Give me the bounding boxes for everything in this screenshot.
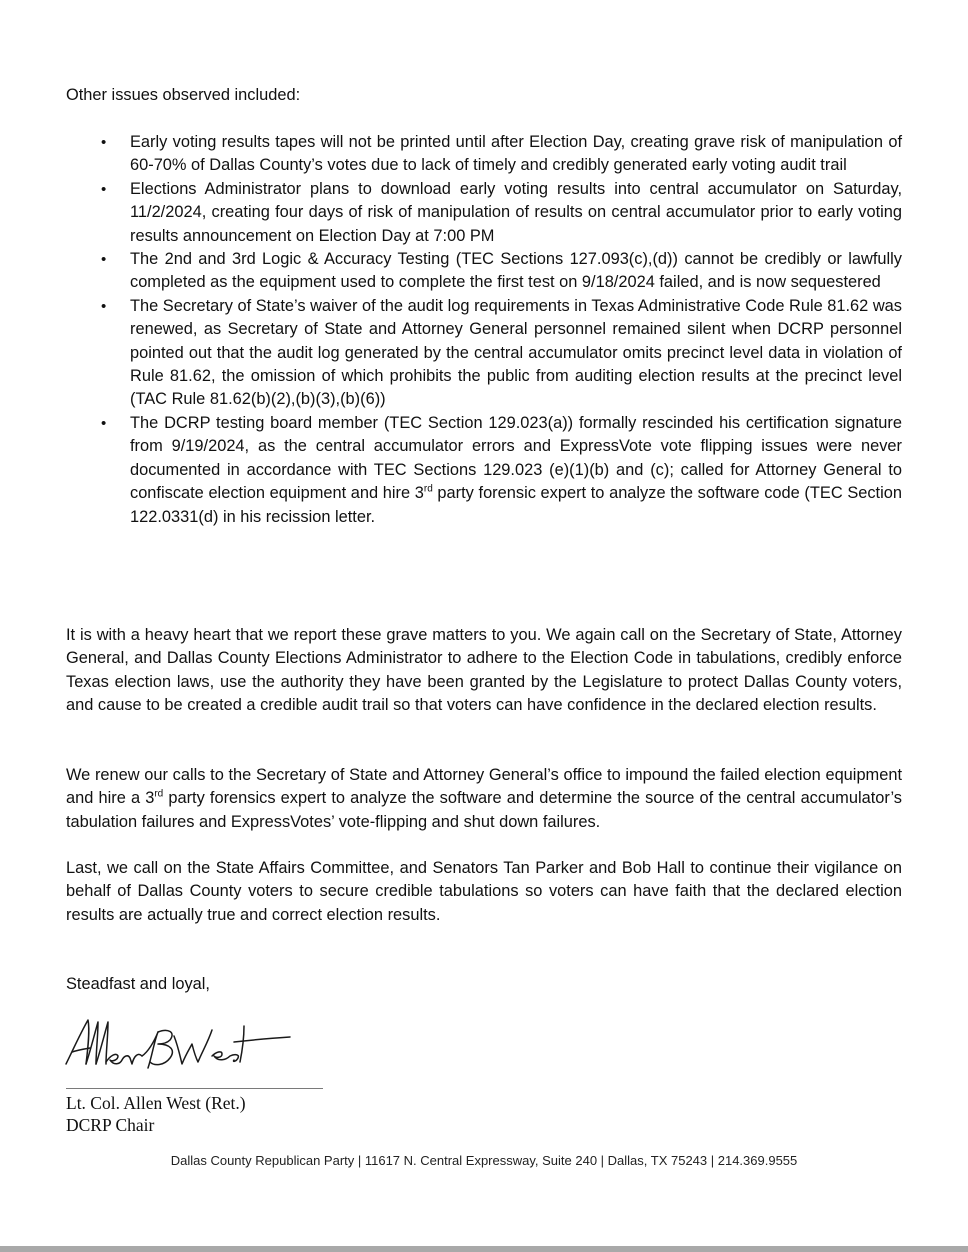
issue-text: The Secretary of State’s waiver of the audit log requirements in Texas Administrative Code Rule 81.62 was renewed, as Secretary of State and Attorney General personnel remained silent when DCRP personnel pointed out that the audit log generated by the central accumulator omits precinct level data in violation of Rule 81.62, the omission of which prohibits the public from auditing election results at the precinct level (TAC Rule 81.62(b)(2),(b)(3),(b)(6))	[130, 296, 902, 409]
intro-text: Other issues observed included:	[66, 86, 301, 104]
issue-text	[130, 414, 902, 526]
issue-text: Early voting results tapes will not be printed until after Election Day, creating grave risk of manipulation of 60-70% of Dallas County’s votes due to lack of timely and credibly generated early voting audit trail	[130, 133, 902, 175]
bullet-icon: •	[101, 180, 107, 198]
paragraph-heavy-heart: It is with a heavy heart that we report these grave matters to you. We again call on the Secretary of State, Attorney General, and Dallas County Elections Administrator to adhere to the Election Code in tabulations, credibly enforce Texas election laws, use the authority they have been granted by the Legislature to protect Dallas County voters, and cause to be created a credible audit trail so that voters can have confidence in the declared election results.	[66, 626, 902, 715]
issue-item	[100, 248, 902, 295]
issue-text-part: The DCRP testing board member (TEC Section 129.023(a)) formally rescinded his certification signature from 9/19/2024, as the central accumulator errors and ExpressVote vote flipping issues were never documented in accordance with TEC Sections 129.023 (e)(1)(b) and (c); called for Attorney General to confiscate election equipment and hire 3	[130, 413, 902, 503]
issue-item	[100, 295, 902, 412]
bullet-icon: •	[101, 414, 107, 432]
issue-item	[100, 412, 902, 529]
handwritten-signature	[62, 1012, 294, 1076]
paragraph-text-part: party forensics expert to analyze the software and determine the source of the central accumulator’s tabulation failures and ExpressVotes’ vote-flipping and shut down failures.	[66, 789, 902, 831]
issue-item	[100, 131, 902, 178]
signer-title: DCRP Chair	[66, 1115, 155, 1135]
page-bottom-border	[0, 1246, 968, 1252]
paragraph-last-call: Last, we call on the State Affairs Committee, and Senators Tan Parker and Bob Hall to continue their vigilance on behalf of Dallas County voters to secure credible tabulations so voters can have faith that the declared election results are actually true and correct election results.	[66, 859, 902, 924]
ordinal-suffix: rd	[154, 788, 164, 800]
issue-text: Elections Administrator plans to download early voting results into central accumulator on Saturday, 11/2/2024, creating four days of risk of manipulation of results on central accumulator prior to early voting results announcement on Election Day at 7:00 PM	[130, 179, 902, 245]
issue-item	[100, 178, 902, 248]
letterhead-footer: Dallas County Republican Party | 11617 N. Central Expressway, Suite 240 | Dallas, TX 75243 | 214.369.9555	[170, 1153, 798, 1168]
paragraph-text-part: We renew our calls to the Secretary of State and Attorney General’s office to impound the failed election equipment and hire a 3	[66, 766, 902, 808]
bullet-icon: •	[101, 297, 107, 315]
paragraph-renew-calls	[66, 764, 902, 834]
signature-line	[66, 1088, 323, 1089]
signer-block	[66, 1092, 246, 1136]
issue-text: The 2nd and 3rd Logic & Accuracy Testing (TEC Sections 127.093(c),(d)) cannot be credibly or lawfully completed as the equipment used to complete the first test on 9/18/2024 failed, and is now sequestered	[130, 250, 902, 292]
issues-list	[100, 131, 902, 529]
issue-text-part: party forensic expert to analyze the software code (TEC Section 122.0331(d) in his recission letter.	[130, 484, 902, 526]
bullet-icon: •	[101, 134, 107, 151]
signer-name: Lt. Col. Allen West (Ret.)	[66, 1093, 246, 1113]
ordinal-suffix: rd	[423, 483, 433, 495]
bullet-icon: •	[101, 251, 107, 269]
closing-salutation: Steadfast and loyal,	[66, 975, 210, 993]
